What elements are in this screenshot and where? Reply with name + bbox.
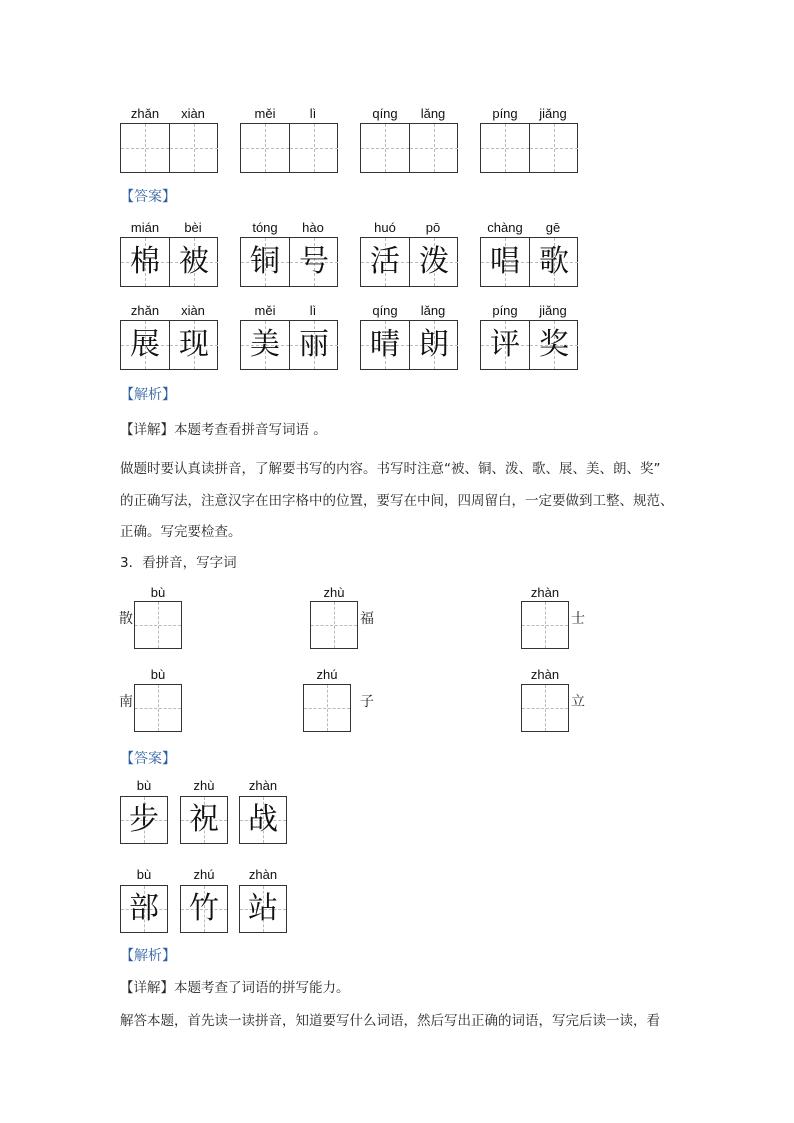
answer-char: 活 — [370, 244, 400, 279]
answer-char: 唱 — [490, 244, 520, 279]
pinyin: lì — [309, 303, 317, 318]
pinyin: lì — [309, 106, 317, 121]
answer-char: 被 — [179, 244, 209, 279]
pinyin: píng — [492, 303, 518, 318]
pinyin: huó — [374, 220, 396, 235]
tianzige-box[interactable] — [521, 601, 569, 649]
tianzige-box[interactable] — [303, 684, 351, 732]
answer-char: 棉 — [130, 244, 160, 279]
pinyin: qíng — [372, 303, 398, 318]
tianzige-pair — [360, 237, 458, 287]
pinyin: zhú — [316, 667, 338, 682]
pinyin: jiǎng — [539, 106, 567, 121]
pinyin: zhǎn — [130, 303, 160, 318]
tianzige-box — [180, 885, 228, 933]
answer-char: 晴 — [370, 327, 400, 362]
answer-char: 竹 — [189, 891, 219, 926]
answer-char: 战 — [248, 802, 278, 837]
answer-char: 铜 — [250, 244, 280, 279]
tianzige-pair — [480, 237, 578, 287]
given-char: 福 — [360, 611, 374, 627]
tianzige-pair — [480, 320, 578, 370]
pinyin: zhǎn — [130, 106, 160, 121]
pinyin: zhàn — [530, 585, 560, 600]
pinyin: lǎng — [420, 106, 446, 121]
pinyin: tóng — [252, 220, 278, 235]
tianzige-pair — [240, 237, 338, 287]
pinyin: bù — [150, 667, 166, 682]
tianzige-box[interactable] — [310, 601, 358, 649]
given-char: 南 — [119, 694, 133, 710]
tianzige-pair[interactable] — [480, 123, 578, 173]
tianzige-pair — [360, 320, 458, 370]
explain-line: 解答本题，首先读一读拼音，知道要写什么词语，然后写出正确的词语，写完后读一读，看 — [120, 1013, 660, 1029]
answer-char: 歌 — [539, 244, 569, 279]
tianzige-box[interactable] — [134, 684, 182, 732]
pinyin: zhàn — [248, 867, 278, 882]
analysis-label: 【解析】 — [120, 387, 176, 403]
tianzige-pair[interactable] — [120, 123, 218, 173]
tianzige-box[interactable] — [134, 601, 182, 649]
pinyin: zhù — [323, 585, 345, 600]
answer-char: 站 — [248, 891, 278, 926]
pinyin: měi — [254, 106, 276, 121]
pinyin: píng — [492, 106, 518, 121]
tianzige-box — [180, 796, 228, 844]
pinyin: xiàn — [181, 106, 205, 121]
answer-char: 朗 — [419, 327, 449, 362]
answer-char: 奖 — [539, 327, 569, 362]
answer-label: 【答案】 — [120, 189, 176, 205]
given-char: 散 — [119, 611, 133, 627]
pinyin: měi — [254, 303, 276, 318]
explain-line: 做题时要认真读拼音，了解要书写的内容。书写时注意“被、铜、泼、歌、展、美、朗、奖” — [120, 461, 661, 477]
pinyin: lǎng — [420, 303, 446, 318]
pinyin: zhù — [193, 778, 215, 793]
pinyin: mián — [130, 220, 160, 235]
pinyin: zhàn — [248, 778, 278, 793]
answer-char: 部 — [129, 891, 159, 926]
pinyin: bèi — [184, 220, 202, 235]
question-title: 3．看拼音，写字词 — [120, 555, 237, 571]
pinyin: hào — [302, 220, 324, 235]
analysis-label: 【解析】 — [120, 948, 176, 964]
tianzige-pair — [120, 237, 218, 287]
pinyin: bù — [136, 778, 152, 793]
given-char: 立 — [571, 694, 585, 710]
pinyin: pō — [425, 220, 441, 235]
answer-char: 泼 — [419, 244, 449, 279]
tianzige-box — [239, 796, 287, 844]
tianzige-box — [120, 796, 168, 844]
pinyin: qíng — [372, 106, 398, 121]
answer-label: 【答案】 — [120, 751, 176, 767]
detail-text: 【详解】本题考查了词语的拼写能力。 — [120, 980, 350, 996]
tianzige-box — [239, 885, 287, 933]
tianzige-pair — [120, 320, 218, 370]
tianzige-pair[interactable] — [360, 123, 458, 173]
answer-char: 现 — [179, 327, 209, 362]
pinyin: bù — [136, 867, 152, 882]
answer-char: 评 — [490, 327, 520, 362]
answer-char: 美 — [250, 327, 280, 362]
answer-char: 号 — [299, 244, 329, 279]
pinyin: xiàn — [181, 303, 205, 318]
given-char: 子 — [360, 694, 374, 710]
pinyin: gē — [545, 220, 561, 235]
answer-char: 祝 — [189, 802, 219, 837]
tianzige-pair[interactable] — [240, 123, 338, 173]
given-char: 士 — [571, 611, 585, 627]
pinyin: jiǎng — [539, 303, 567, 318]
tianzige-pair — [240, 320, 338, 370]
answer-char: 展 — [130, 327, 160, 362]
explain-line: 正确。写完要检查。 — [120, 524, 242, 540]
pinyin: bù — [150, 585, 166, 600]
tianzige-box[interactable] — [521, 684, 569, 732]
explain-line: 的正确写法，注意汉字在田字格中的位置，要写在中间，四周留白，一定要做到工整、规范、 — [120, 493, 674, 509]
answer-char: 丽 — [299, 327, 329, 362]
pinyin: zhàn — [530, 667, 560, 682]
detail-text: 【详解】本题考查看拼音写词语 。 — [120, 422, 327, 438]
tianzige-box — [120, 885, 168, 933]
pinyin: chàng — [487, 220, 523, 235]
pinyin: zhú — [193, 867, 215, 882]
answer-char: 步 — [129, 802, 159, 837]
